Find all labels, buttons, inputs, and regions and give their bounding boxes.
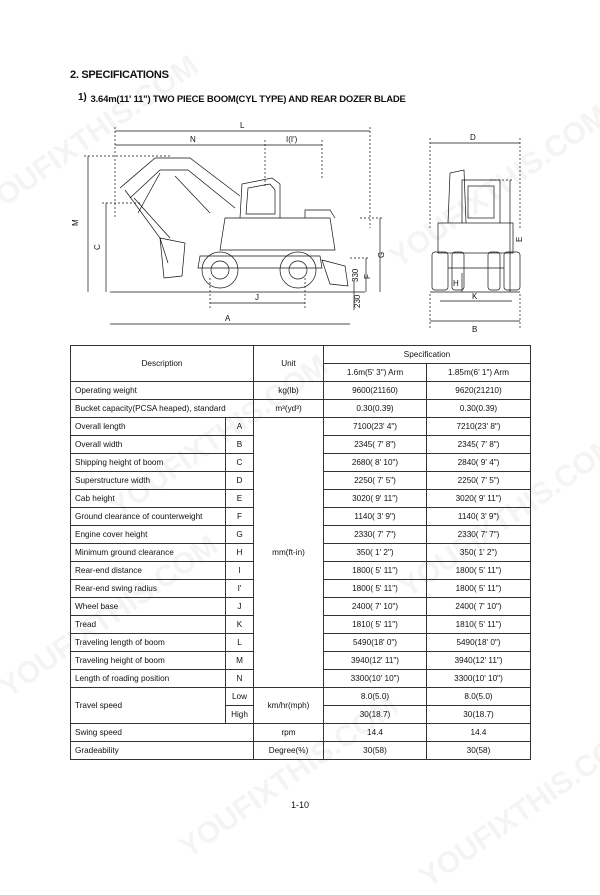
row-value-arm-1: 9600(21160) xyxy=(324,382,427,400)
row-unit: mm(ft-in) xyxy=(254,418,324,688)
row-code: B xyxy=(226,436,254,454)
subsection-text: 3.64m(11' 11") TWO PIECE BOOM(CYL TYPE) AND REAR DOZER BLADE xyxy=(90,94,406,105)
table-row xyxy=(71,400,531,418)
row-value-arm-1: 2330( 7' 7") xyxy=(324,526,427,544)
row-unit: km/hr(mph) xyxy=(254,688,324,724)
row-code: F xyxy=(226,508,254,526)
row-value-arm-2: 3020( 9' 11") xyxy=(427,490,531,508)
subsection-title xyxy=(78,94,406,105)
row-value-arm-1: 30(58) xyxy=(324,742,427,760)
row-description: Minimum ground clearance xyxy=(71,544,226,562)
header-arm-1: 1.6m(5' 3") Arm xyxy=(324,364,427,382)
dim-label-230: 230 xyxy=(353,294,362,308)
header-specification: Specification xyxy=(324,346,531,364)
row-value-arm-1: 2400( 7' 10") xyxy=(324,598,427,616)
row-value-arm-1: 3020( 9' 11") xyxy=(324,490,427,508)
row-description: Overall length xyxy=(71,418,226,436)
row-value-arm-2: 2330( 7' 7") xyxy=(427,526,531,544)
row-unit: m³(yd³) xyxy=(254,400,324,418)
row-value-arm-1: 5490(18' 0") xyxy=(324,634,427,652)
row-value-arm-1: 8.0(5.0) xyxy=(324,688,427,706)
row-description: Gradeability xyxy=(71,742,254,760)
row-description: Shipping height of boom xyxy=(71,454,226,472)
row-code: M xyxy=(226,652,254,670)
row-value-arm-1: 14.4 xyxy=(324,724,427,742)
dim-label-J: J xyxy=(255,293,259,302)
dim-label-H: H xyxy=(453,279,459,288)
row-description: Operating weight xyxy=(71,382,254,400)
row-value-arm-1: 1140( 3' 9") xyxy=(324,508,427,526)
row-code: E xyxy=(226,490,254,508)
row-code: H xyxy=(226,544,254,562)
dim-label-I: I(I') xyxy=(286,135,298,144)
row-value-arm-2: 350( 1' 2") xyxy=(427,544,531,562)
row-value-arm-1: 2680( 8' 10") xyxy=(324,454,427,472)
row-code: G xyxy=(226,526,254,544)
row-value-arm-2: 30(58) xyxy=(427,742,531,760)
row-value-arm-2: 14.4 xyxy=(427,724,531,742)
header-arm-2: 1.85m(6' 1") Arm xyxy=(427,364,531,382)
row-code: D xyxy=(226,472,254,490)
row-value-arm-2: 1800( 5' 11") xyxy=(427,580,531,598)
row-value-arm-1: 30(18.7) xyxy=(324,706,427,724)
row-description: Swing speed xyxy=(71,724,254,742)
row-value-arm-1: 350( 1' 2") xyxy=(324,544,427,562)
specification-table xyxy=(70,345,531,760)
row-description: Tread xyxy=(71,616,226,634)
subsection-number: 1) xyxy=(78,92,87,103)
table-row xyxy=(71,724,531,742)
dim-label-C: C xyxy=(93,244,102,250)
section-title: 2. SPECIFICATIONS xyxy=(70,69,169,81)
table-row xyxy=(71,382,531,400)
dim-label-D: D xyxy=(470,133,476,142)
row-description: Bucket capacity(PCSA heaped), standard xyxy=(71,400,254,418)
header-description: Description xyxy=(71,346,254,382)
row-description: Travel speed xyxy=(71,688,226,724)
row-value-arm-2: 2400( 7' 10") xyxy=(427,598,531,616)
row-value-arm-2: 3300(10' 10") xyxy=(427,670,531,688)
row-description: Length of roading position xyxy=(71,670,226,688)
row-description: Engine cover height xyxy=(71,526,226,544)
row-description: Cab height xyxy=(71,490,226,508)
row-value-arm-2: 1800( 5' 11") xyxy=(427,562,531,580)
row-code: J xyxy=(226,598,254,616)
dim-label-330: 330 xyxy=(351,268,360,282)
row-value-arm-1: 7100(23' 4") xyxy=(324,418,427,436)
dim-label-B: B xyxy=(472,325,478,334)
row-code: L xyxy=(226,634,254,652)
row-code: K xyxy=(226,616,254,634)
row-value-arm-2: 1140( 3' 9") xyxy=(427,508,531,526)
row-unit: kg(lb) xyxy=(254,382,324,400)
row-value-arm-1: 1800( 5' 11") xyxy=(324,562,427,580)
row-code: A xyxy=(226,418,254,436)
row-code: I' xyxy=(226,580,254,598)
row-value-arm-1: 1810( 5' 11") xyxy=(324,616,427,634)
row-code: C xyxy=(226,454,254,472)
row-value-arm-1: 3300(10' 10") xyxy=(324,670,427,688)
row-value-arm-2: 2840( 9' 4") xyxy=(427,454,531,472)
dim-label-A: A xyxy=(225,314,231,323)
header-unit: Unit xyxy=(254,346,324,382)
row-description: Traveling length of boom xyxy=(71,634,226,652)
row-description: Ground clearance of counterweight xyxy=(71,508,226,526)
row-value-arm-2: 2250( 7' 5") xyxy=(427,472,531,490)
row-value-arm-1: 2345( 7' 8") xyxy=(324,436,427,454)
row-value-arm-2: 7210(23' 8") xyxy=(427,418,531,436)
table-row xyxy=(71,418,531,436)
row-value-arm-2: 9620(21210) xyxy=(427,382,531,400)
row-value-arm-1: 1800( 5' 11") xyxy=(324,580,427,598)
page-number: 1-10 xyxy=(290,800,309,810)
row-code: High xyxy=(226,706,254,724)
row-value-arm-2: 30(18.7) xyxy=(427,706,531,724)
row-code: I xyxy=(226,562,254,580)
table-row xyxy=(71,742,531,760)
row-description: Rear-end swing radius xyxy=(71,580,226,598)
row-value-arm-2: 0.30(0.39) xyxy=(427,400,531,418)
row-value-arm-1: 2250( 7' 5") xyxy=(324,472,427,490)
dim-label-N: N xyxy=(190,135,196,144)
row-value-arm-1: 0.30(0.39) xyxy=(324,400,427,418)
row-value-arm-2: 3940(12' 11") xyxy=(427,652,531,670)
row-description: Wheel base xyxy=(71,598,226,616)
excavator-dimension-drawing xyxy=(60,118,540,338)
row-description: Rear-end distance xyxy=(71,562,226,580)
dim-label-G: G xyxy=(377,251,386,258)
dim-label-E: E xyxy=(515,236,524,242)
row-description: Traveling height of boom xyxy=(71,652,226,670)
dim-label-M: M xyxy=(71,219,80,226)
row-description: Overall width xyxy=(71,436,226,454)
row-unit: rpm xyxy=(254,724,324,742)
dim-label-K: K xyxy=(472,292,478,301)
row-value-arm-2: 8.0(5.0) xyxy=(427,688,531,706)
row-value-arm-2: 1810( 5' 11") xyxy=(427,616,531,634)
row-unit: Degree(%) xyxy=(254,742,324,760)
row-code: Low xyxy=(226,688,254,706)
row-description: Superstructure width xyxy=(71,472,226,490)
table-row xyxy=(71,688,531,706)
dim-label-L: L xyxy=(240,121,245,130)
dim-label-F: F xyxy=(363,274,372,279)
row-code: N xyxy=(226,670,254,688)
row-value-arm-1: 3940(12' 11") xyxy=(324,652,427,670)
row-value-arm-2: 5490(18' 0") xyxy=(427,634,531,652)
row-value-arm-2: 2345( 7' 8") xyxy=(427,436,531,454)
